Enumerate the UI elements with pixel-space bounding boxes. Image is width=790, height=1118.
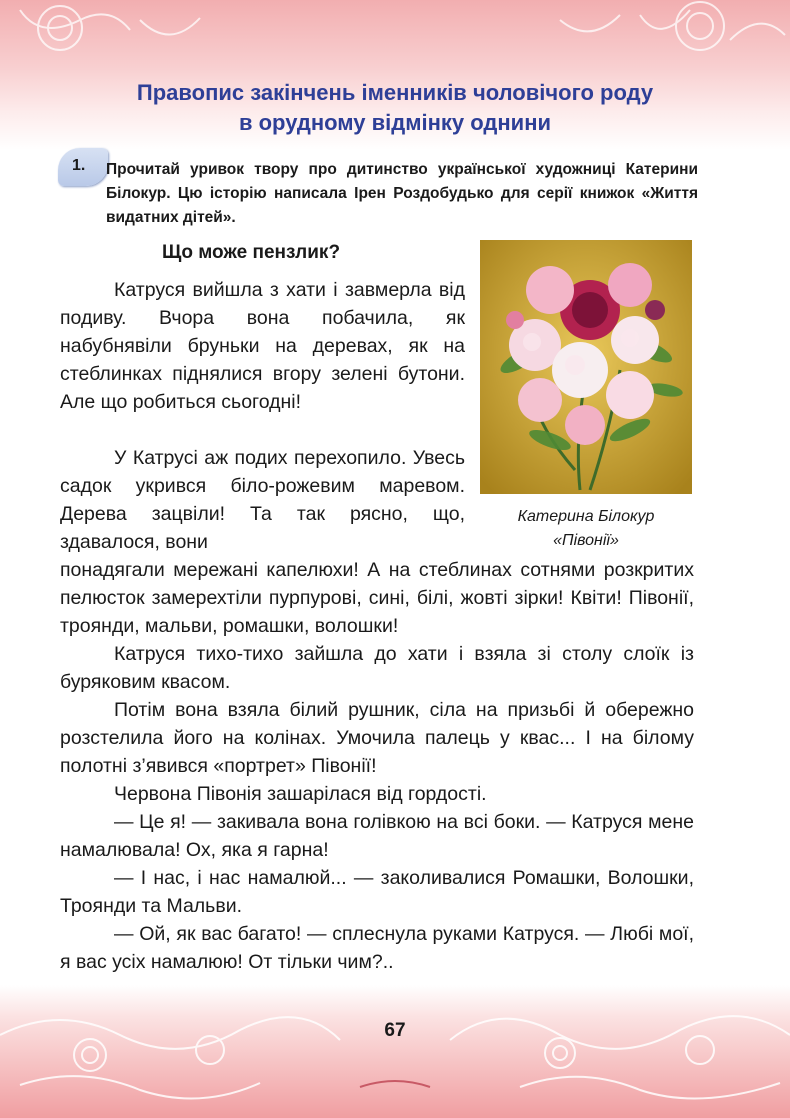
story-paragraph-5: Червона Півонія зашарілася від гордості.	[114, 783, 487, 805]
page-title-line-1: Правопис закінчень іменників чоловічого роду	[136, 80, 654, 105]
story-paragraph-2-narrow: У Катрусі аж подих перехопило. Увесь садок укрився біло-рожевим маревом. Дерева зацвіли! Та так рясно, що, здавалося, вони	[60, 447, 465, 553]
story-paragraph-7: — І нас, і нас намалюй... — заколивалися Ромашки, Волошки, Троянди та Мальви.	[60, 867, 694, 917]
page-number: 67	[384, 1020, 406, 1041]
story-paragraph-4: Потім вона взяла білий рушник, сіла на призьбі й обережно розстелила його на колінах. Умочила палець у квас... І на білому полотні з’явився «портрет» Півонії!	[60, 699, 694, 777]
story-title: Що може пензлик?	[162, 242, 341, 263]
task-instruction: Прочитай уривок твору про дитинство української художниці Катерини Білокур. Цю історію написала Ірен Роздобудько для серії книжок «Життя видатних дітей».	[106, 161, 698, 226]
caption-author: Катерина Білокур	[517, 508, 655, 525]
story-paragraph-2-rest: понадягали мережані капелюхи! А на стеблинах сотнями розкритих пелюсток замерехтіли пурпурові, сині, білі, жовті зірки! Квіти! Півонії, троянди, мальви, ромашки, волошки!	[60, 559, 694, 637]
story-paragraph-8: — Ой, як вас багато! — сплеснула руками Катруся. — Любі мої, я вас усіх намалюю! От тільки чим?..	[60, 923, 694, 973]
peonies-painting-image	[480, 240, 692, 494]
task-number: 1.	[72, 157, 86, 174]
header-floral-ornament	[0, 0, 790, 80]
footer-floral-ornament	[0, 995, 790, 1118]
page-title	[40, 78, 750, 138]
story-paragraph-3: Катруся тихо-тихо зайшла до хати і взяла зі столу слоїк із буряковим квасом.	[60, 643, 694, 693]
story-paragraph-1: Катруся вийшла з хати і завмерла від подиву. Вчора вона побачила, як набубнявіли бруньки на деревах, як на стеблинках піднялися вгору зелені бутони. Але що робиться сьогодні!	[60, 279, 465, 413]
page-title-line-2: в орудному відмінку однини	[238, 110, 552, 135]
story-text-full	[60, 556, 694, 976]
painting-caption	[480, 505, 692, 553]
peonies-painting-svg	[480, 240, 692, 494]
caption-title: «Півонії»	[553, 532, 619, 549]
story-paragraph-6: — Це я! — закивала вона голівкою на всі боки. — Катруся мене намалювала! Ох, яка я гарна!	[60, 811, 694, 861]
